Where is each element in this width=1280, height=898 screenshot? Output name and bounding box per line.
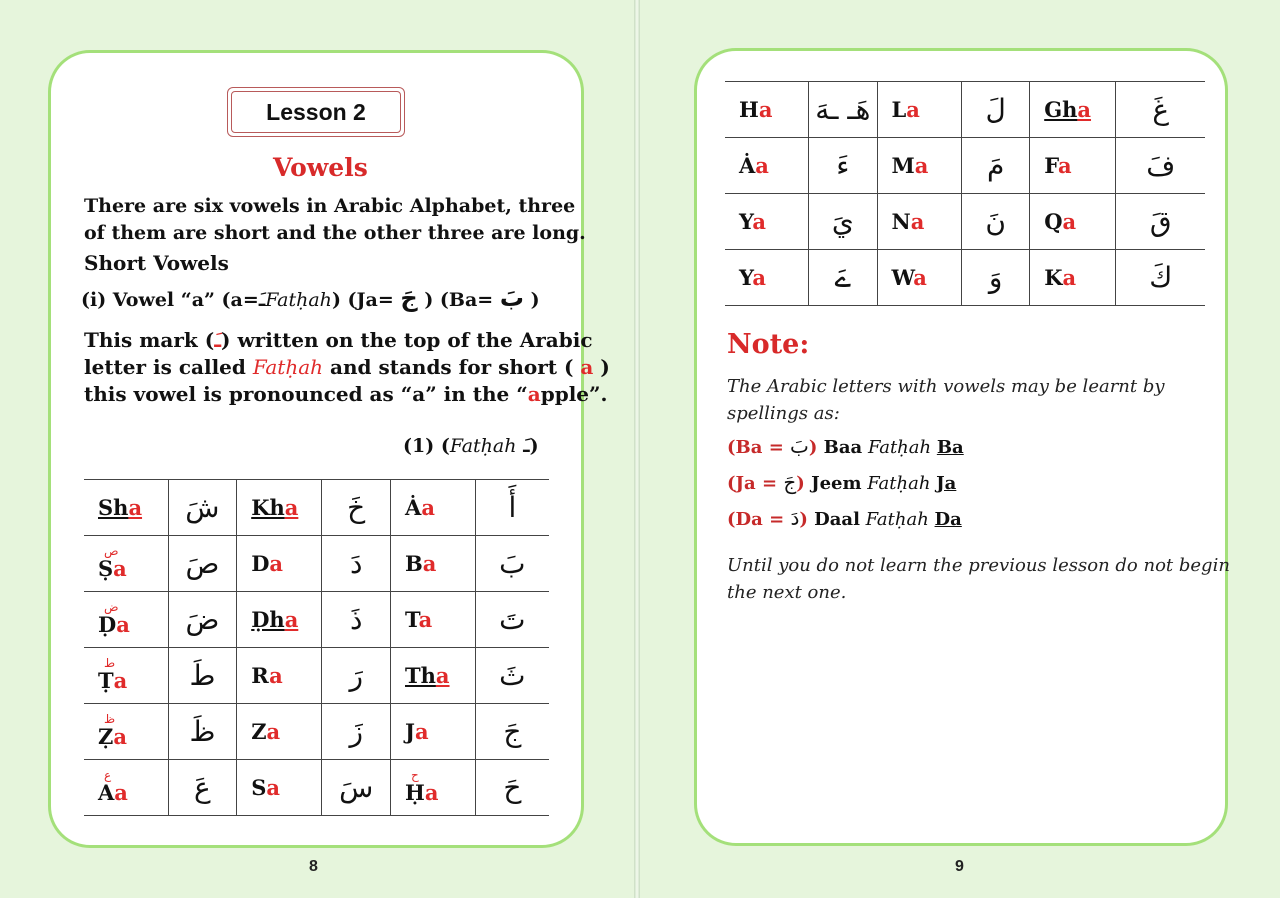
arabic-letter: قَ — [1149, 205, 1172, 238]
transliteration-cell — [391, 592, 476, 648]
para-line-3 — [84, 381, 607, 408]
transliteration — [739, 209, 766, 234]
arabic-letter-cell — [322, 592, 391, 648]
arabic-letter: عَ — [194, 771, 211, 804]
spelling-result: Da — [934, 509, 962, 530]
intro-line-2: of them are short and the other three are long. — [84, 222, 586, 244]
arabic-letter-cell — [1116, 82, 1205, 138]
para-2b: and stands for short ( — [323, 355, 581, 379]
arabic-letter-cell — [962, 194, 1030, 250]
consonant: B — [405, 551, 423, 576]
vowel: a — [1062, 209, 1077, 234]
vowel: a — [113, 724, 127, 749]
table-row — [84, 704, 549, 760]
arabic-letter: لَ — [985, 93, 1006, 126]
transliteration-cell — [877, 194, 962, 250]
arabic-letter: ذَ — [349, 603, 363, 636]
table-row — [725, 194, 1205, 250]
vowel: a — [266, 719, 281, 744]
letter-hint: ط — [104, 656, 116, 670]
fathah-label-open: (1) ( — [403, 435, 450, 457]
arabic-letter-cell — [168, 480, 237, 536]
spelling-arabic: دَ — [790, 506, 800, 530]
transliteration — [405, 719, 429, 744]
vowel-line-close: ) — [530, 289, 540, 311]
spelling-latin: Da — [735, 509, 763, 530]
vowels-title: Vowels — [273, 153, 368, 182]
consonant: Y — [739, 265, 753, 290]
transliteration — [98, 668, 127, 693]
ja-open: ) (Ja= — [331, 289, 394, 311]
transliteration-cell — [84, 592, 168, 648]
para-1b: ) written on the top of the Arabic — [221, 328, 593, 352]
note-heading: Note: — [727, 329, 810, 360]
para-line-2 — [84, 354, 610, 381]
vowel: a — [752, 209, 766, 234]
arabic-letter-cell — [168, 648, 237, 704]
consonant: Ḍh — [251, 607, 285, 632]
transliteration — [892, 97, 920, 122]
arabic-letter-cell — [322, 480, 391, 536]
spelling-letter-name: Jeem — [811, 473, 862, 494]
fathah-label-mark: َـ — [523, 435, 530, 457]
closing-line-2: the next one. — [727, 582, 847, 603]
spelling-latin: Ba — [735, 437, 763, 458]
spelling-row: (Da = دَ) Daal Fatḥah Da — [727, 506, 962, 530]
transliteration — [405, 663, 450, 688]
vowel: a — [1057, 153, 1072, 178]
transliteration-cell — [1030, 82, 1116, 138]
transliteration — [1044, 265, 1076, 290]
spelling-row: (Ba = بَ) Baa Fatḥah Ba — [727, 434, 964, 458]
arabic-letter-cell — [809, 138, 877, 194]
vowel: a — [435, 663, 450, 688]
spelling-row: (Ja = جَ) Jeem Fatḥah Ja — [727, 470, 957, 494]
transliteration-cell — [84, 480, 168, 536]
vowel: a — [269, 663, 283, 688]
transliteration-cell — [237, 760, 322, 816]
vowel: a — [414, 719, 429, 744]
arabic-letter: وَ — [988, 261, 1003, 294]
para-2a: letter is called — [84, 355, 253, 379]
right-page — [640, 0, 1280, 898]
transliteration — [98, 495, 142, 520]
vowel: a — [1062, 265, 1077, 290]
consonant: Ṭ — [98, 668, 114, 693]
arabic-letter-cell — [475, 592, 549, 648]
transliteration-cell — [391, 480, 476, 536]
arabic-letter: يَ — [831, 205, 854, 238]
transliteration — [98, 780, 128, 805]
table-row — [725, 250, 1205, 306]
arabic-letter: نَ — [985, 205, 1006, 238]
arabic-letter: خَ — [347, 491, 366, 524]
transliteration-cell — [877, 138, 962, 194]
vowel: a — [758, 97, 773, 122]
transliteration-cell — [1030, 250, 1116, 306]
vowel: a — [418, 607, 433, 632]
transliteration — [892, 209, 925, 234]
consonant: K — [1044, 265, 1063, 290]
transliteration-cell — [391, 536, 476, 592]
arabic-letter: طَ — [189, 659, 216, 692]
transliteration — [251, 607, 298, 632]
vowel: a — [284, 495, 299, 520]
arabic-letter-cell — [1116, 138, 1205, 194]
vowel: a — [128, 495, 143, 520]
transliteration-cell — [877, 82, 962, 138]
consonant: Th — [405, 663, 436, 688]
arabic-letter-cell — [809, 250, 877, 306]
fathah-label-close: ) — [529, 435, 539, 457]
transliteration — [405, 551, 436, 576]
consonant: D — [251, 551, 270, 576]
consonant: R — [251, 663, 270, 688]
letter-hint: ض — [104, 600, 119, 614]
transliteration-cell — [237, 704, 322, 760]
arabic-letter: زَ — [349, 715, 363, 748]
arabic-letter: ءَ — [836, 149, 850, 182]
arabic-letter: غَ — [1152, 93, 1170, 126]
arabic-letter: حَ — [503, 771, 522, 804]
para-2c: ) — [593, 355, 610, 379]
para-3b: pple”. — [540, 382, 608, 406]
transliteration-cell — [84, 648, 168, 704]
page-number-left: 8 — [309, 858, 318, 875]
transliteration-cell — [725, 138, 809, 194]
arabic-letter-cell — [962, 138, 1030, 194]
spelling-latin: Ja — [735, 473, 756, 494]
arabic-letter-cell — [168, 536, 237, 592]
consonant: Ḍ — [98, 612, 117, 637]
arabic-letter: كَ — [1149, 261, 1173, 294]
arabic-letter: شَ — [185, 491, 220, 524]
arabic-letter-cell — [168, 760, 237, 816]
vowel: a — [1077, 97, 1092, 122]
right-content-panel — [694, 48, 1228, 846]
transliteration — [739, 97, 772, 122]
arabic-letter-cell — [168, 592, 237, 648]
vowel: a — [421, 495, 435, 520]
transliteration — [1044, 97, 1091, 122]
lesson-label: Lesson 2 — [231, 91, 401, 133]
consonant: Ȧ — [739, 153, 756, 178]
table-row — [84, 480, 549, 536]
letters-table-left — [84, 479, 549, 816]
spelling-arabic: جَ — [783, 470, 797, 494]
consonant: M — [891, 153, 915, 178]
vowel: a — [910, 209, 925, 234]
arabic-letter: دَ — [349, 547, 363, 580]
spelling-letter-name: Baa — [823, 437, 863, 458]
vowel: a — [114, 780, 128, 805]
arabic-letter: أَ — [508, 491, 517, 524]
arabic-letter: ظَ — [189, 715, 216, 748]
table-row — [725, 82, 1205, 138]
consonant: A — [98, 780, 115, 805]
consonant: Gh — [1044, 97, 1078, 122]
note-line-1: The Arabic letters with vowels may be learnt by — [727, 376, 1165, 397]
arabic-letter-cell — [322, 760, 391, 816]
transliteration-cell — [237, 480, 322, 536]
arabic-letter-cell — [962, 250, 1030, 306]
transliteration-cell — [1030, 138, 1116, 194]
vowel-line-prefix: (i) Vowel “a” (a= — [81, 289, 259, 311]
consonant: Ȧ — [405, 495, 422, 520]
arabic-letter-cell — [809, 194, 877, 250]
transliteration — [251, 551, 283, 576]
table-row — [84, 592, 549, 648]
consonant: W — [891, 265, 914, 290]
vowel: a — [113, 556, 127, 581]
consonant: Z — [251, 719, 267, 744]
transliteration — [98, 612, 130, 637]
letters-table-right — [725, 81, 1205, 306]
arabic-letter-cell — [1116, 194, 1205, 250]
transliteration — [1044, 209, 1076, 234]
vowel: a — [424, 780, 439, 805]
consonant: S — [251, 775, 267, 800]
transliteration-cell — [237, 536, 322, 592]
arabic-letter-cell — [475, 704, 549, 760]
intro-line-1: There are six vowels in Arabic Alphabet, three — [84, 195, 576, 217]
consonant: Y — [739, 209, 753, 234]
consonant: H — [739, 97, 759, 122]
spelling-fathah: Fatḥah — [865, 509, 929, 530]
para-line-1 — [84, 327, 593, 354]
fathah-label — [403, 433, 539, 460]
table-row — [84, 536, 549, 592]
para-fathah: Fatḥah — [252, 355, 324, 379]
spelling-result: Ja — [936, 473, 957, 494]
transliteration — [739, 153, 769, 178]
consonant: J — [405, 719, 415, 744]
transliteration-cell — [237, 648, 322, 704]
letter-hint: ظ — [104, 712, 116, 726]
note-line-2: spellings as: — [727, 403, 840, 424]
consonant: Sh — [98, 495, 129, 520]
closing-line-1: Until you do not learn the previous lesson do not begin — [727, 555, 1230, 576]
vowel: a — [755, 153, 769, 178]
consonant: N — [891, 209, 911, 234]
arabic-letter-cell — [475, 648, 549, 704]
fathah-label-word: Fatḥah — [449, 435, 517, 457]
arabic-letter: فَ — [1146, 149, 1176, 182]
transliteration — [892, 265, 927, 290]
transliteration — [251, 495, 298, 520]
lesson-title-box — [227, 87, 405, 137]
table-row — [725, 138, 1205, 194]
para-a-red: a — [580, 355, 594, 379]
arabic-letter: ےَ — [834, 261, 852, 294]
letter-hint: ح — [411, 768, 419, 782]
vowel: a — [113, 668, 128, 693]
consonant: Kh — [251, 495, 285, 520]
arabic-letter: بَ — [499, 547, 526, 580]
transliteration-cell — [391, 704, 476, 760]
transliteration — [405, 607, 432, 632]
arabic-letter-cell — [475, 536, 549, 592]
arabic-letter: ثَ — [499, 659, 526, 692]
consonant: Ẓ — [98, 724, 114, 749]
consonant: T — [405, 607, 419, 632]
table-row — [84, 760, 549, 816]
transliteration — [251, 663, 283, 688]
fathah-word: Fatḥah — [265, 289, 332, 311]
transliteration — [892, 153, 929, 178]
consonant: Ḥ — [405, 780, 425, 805]
transliteration-cell — [391, 760, 476, 816]
vowel: a — [266, 775, 280, 800]
left-content-panel — [48, 50, 610, 848]
arabic-letter: مَ — [987, 149, 1005, 182]
vowel: a — [116, 612, 130, 637]
ba-arabic: بَ — [499, 284, 524, 312]
vowel-a-line — [81, 285, 540, 314]
arabic-letter-cell — [475, 760, 549, 816]
arabic-letter-cell — [322, 536, 391, 592]
left-page — [0, 0, 636, 898]
arabic-letter: هَـ ـهَ — [815, 93, 871, 126]
arabic-letter-cell — [322, 704, 391, 760]
fathah-mark: َـ — [258, 289, 266, 311]
arabic-letter: رَ — [349, 659, 363, 692]
letter-hint: ع — [104, 768, 112, 782]
transliteration — [405, 495, 435, 520]
para-1a: This mark ( — [84, 328, 215, 352]
para-3a: this vowel is pronounced as “a” in the “ — [84, 382, 528, 406]
arabic-letter-cell — [322, 648, 391, 704]
transliteration-cell — [84, 536, 168, 592]
transliteration — [251, 775, 280, 800]
transliteration-cell — [725, 194, 809, 250]
transliteration — [1044, 153, 1071, 178]
arabic-letter-cell — [475, 480, 549, 536]
vowel: a — [422, 551, 437, 576]
table-row — [84, 648, 549, 704]
transliteration-cell — [84, 760, 168, 816]
short-vowels-heading: Short Vowels — [84, 251, 229, 275]
consonant: Q — [1044, 209, 1063, 234]
transliteration — [98, 724, 127, 749]
arabic-letter-cell — [1116, 250, 1205, 306]
spelling-letter-name: Daal — [814, 509, 860, 530]
vowel: a — [913, 265, 927, 290]
para-apple-a: a — [527, 382, 541, 406]
arabic-letter-cell — [168, 704, 237, 760]
spelling-result: Ba — [936, 437, 964, 458]
transliteration-cell — [237, 592, 322, 648]
vowel: a — [284, 607, 299, 632]
transliteration-cell — [84, 704, 168, 760]
transliteration-cell — [1030, 194, 1116, 250]
arabic-letter-cell — [809, 82, 877, 138]
transliteration-cell — [391, 648, 476, 704]
transliteration — [405, 780, 438, 805]
arabic-letter: جَ — [503, 715, 522, 748]
consonant: F — [1044, 153, 1058, 178]
vowel: a — [914, 153, 929, 178]
transliteration — [739, 265, 766, 290]
vowel: a — [752, 265, 766, 290]
spelling-arabic: بَ — [790, 434, 809, 458]
ja-arabic: جَ — [400, 284, 418, 312]
transliteration — [98, 556, 127, 581]
transliteration-cell — [725, 250, 809, 306]
transliteration-cell — [877, 250, 962, 306]
arabic-letter: صَ — [185, 547, 220, 580]
page-number-right: 9 — [955, 858, 964, 875]
arabic-letter: سَ — [339, 771, 374, 804]
transliteration-cell — [725, 82, 809, 138]
arabic-letter: تَ — [499, 603, 526, 636]
spelling-fathah: Fatḥah — [867, 473, 931, 494]
ba-open: ) (Ba= — [424, 289, 494, 311]
letter-hint: ص — [104, 544, 119, 558]
arabic-letter-cell — [962, 82, 1030, 138]
vowel: a — [269, 551, 284, 576]
transliteration — [251, 719, 280, 744]
para-mark: َـ — [214, 328, 222, 352]
consonant: Ṣ — [98, 556, 114, 581]
spelling-fathah: Fatḥah — [867, 437, 932, 458]
consonant: L — [891, 97, 907, 122]
arabic-letter: ضَ — [185, 603, 220, 636]
vowel: a — [906, 97, 920, 122]
